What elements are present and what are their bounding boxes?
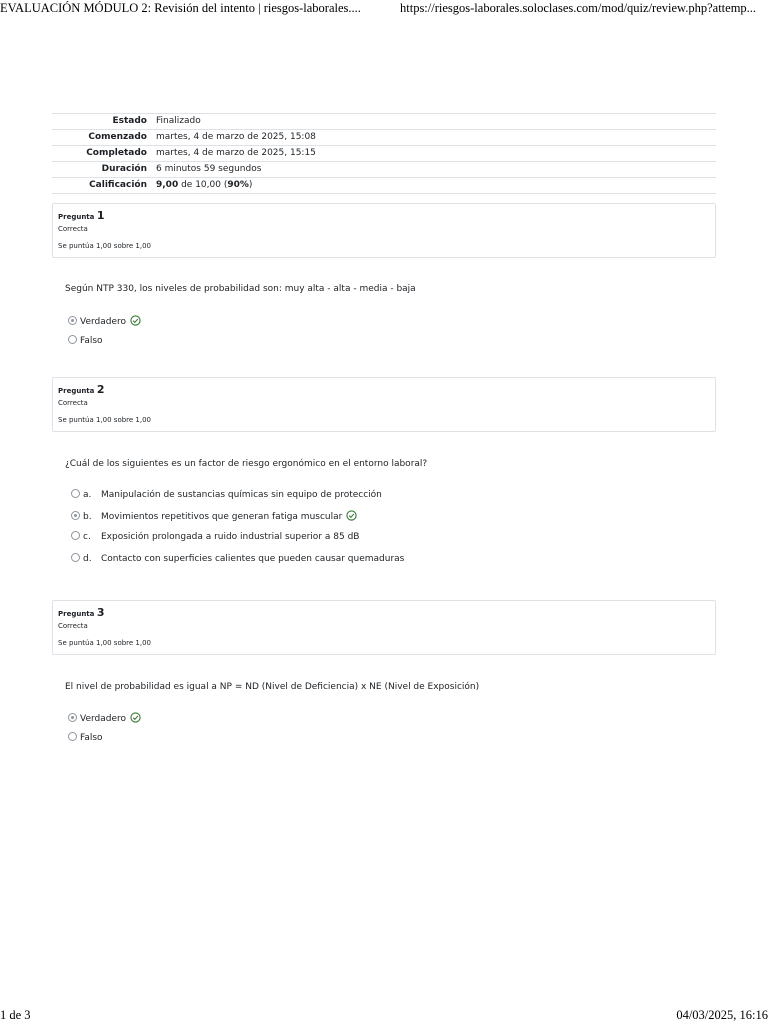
question-info-2 bbox=[52, 377, 716, 432]
answer-label: Verdadero bbox=[80, 317, 127, 327]
radio-icon[interactable] bbox=[71, 489, 80, 498]
attempt-summary-table bbox=[52, 113, 716, 194]
question-number bbox=[58, 383, 104, 396]
question-state: Correcta bbox=[58, 399, 88, 407]
grade-middle: de 10,00 ( bbox=[178, 180, 228, 190]
summary-value: martes, 4 de marzo de 2025, 15:08 bbox=[156, 130, 716, 146]
answer-letter: a. bbox=[83, 490, 92, 500]
question-label: Pregunta bbox=[58, 610, 95, 618]
question-number bbox=[58, 209, 104, 222]
summary-row-comenzado bbox=[52, 130, 716, 146]
answer-label: Falso bbox=[80, 733, 103, 743]
grade-end: ) bbox=[248, 180, 253, 190]
answer-label: Verdadero bbox=[80, 714, 127, 724]
answer-letter: d. bbox=[83, 554, 92, 564]
radio-icon[interactable] bbox=[68, 335, 77, 344]
page-title: EVALUACIÓN MÓDULO 2: Revisión del intento | riesgos-laborales.... bbox=[0, 1, 361, 15]
question-state: Correcta bbox=[58, 225, 88, 233]
grade-score: 9,00 bbox=[156, 180, 179, 190]
summary-label: Calificación bbox=[52, 178, 156, 194]
answer-label: Manipulación de sustancias químicas sin equipo de protección bbox=[101, 490, 382, 500]
grade-percent: 90% bbox=[227, 180, 249, 190]
page-counter: 1 de 3 bbox=[0, 1008, 31, 1022]
summary-row-completado bbox=[52, 146, 716, 162]
answer-letter: c. bbox=[83, 532, 91, 542]
summary-row-calificacion bbox=[52, 178, 716, 194]
question-info-3 bbox=[52, 600, 716, 655]
question-grade: Se puntúa 1,00 sobre 1,00 bbox=[58, 639, 152, 647]
summary-label: Completado bbox=[52, 146, 156, 162]
answer-option[interactable] bbox=[71, 553, 404, 565]
summary-value: 6 minutos 59 segundos bbox=[156, 162, 716, 178]
answer-option[interactable] bbox=[68, 335, 103, 347]
question-number bbox=[58, 606, 104, 619]
summary-value bbox=[156, 178, 716, 194]
check-circle-icon bbox=[130, 712, 141, 723]
question-label: Pregunta bbox=[58, 387, 95, 395]
radio-icon[interactable] bbox=[71, 511, 80, 520]
question-grade: Se puntúa 1,00 sobre 1,00 bbox=[58, 242, 152, 250]
question-label: Pregunta bbox=[58, 213, 95, 221]
answer-label: Exposición prolongada a ruido industrial superior a 85 dB bbox=[101, 532, 360, 542]
summary-value: Finalizado bbox=[156, 114, 716, 130]
print-footer bbox=[0, 1008, 768, 1024]
answer-label: Falso bbox=[80, 336, 103, 346]
answer-option[interactable] bbox=[71, 489, 382, 501]
answer-option[interactable] bbox=[68, 732, 103, 744]
print-datetime: 04/03/2025, 16:16 bbox=[676, 1008, 768, 1022]
summary-row-duracion bbox=[52, 162, 716, 178]
question-state: Correcta bbox=[58, 622, 88, 630]
summary-row-estado bbox=[52, 114, 716, 130]
question-number-value: 1 bbox=[96, 209, 105, 222]
answer-label: Contacto con superficies calientes que pueden causar quemaduras bbox=[101, 554, 405, 564]
page-url[interactable]: https://riesgos-laborales.soloclases.com/mod/quiz/review.php?attemp... bbox=[400, 1, 757, 15]
radio-icon[interactable] bbox=[68, 732, 77, 741]
print-header bbox=[0, 0, 768, 18]
question-text-1: Según NTP 330, los niveles de probabilidad son: muy alta - alta - media - baja bbox=[65, 284, 416, 294]
radio-icon[interactable] bbox=[71, 553, 80, 562]
radio-icon[interactable] bbox=[71, 531, 80, 540]
answer-option[interactable] bbox=[68, 712, 141, 724]
check-circle-icon bbox=[346, 510, 357, 521]
summary-label: Estado bbox=[52, 114, 156, 130]
question-number-value: 3 bbox=[96, 606, 105, 619]
radio-icon[interactable] bbox=[68, 713, 77, 722]
answer-option[interactable] bbox=[68, 315, 141, 327]
answer-label: Movimientos repetitivos que generan fatiga muscular bbox=[101, 512, 343, 522]
summary-label: Duración bbox=[52, 162, 156, 178]
question-grade: Se puntúa 1,00 sobre 1,00 bbox=[58, 416, 152, 424]
question-text-3: El nivel de probabilidad es igual a NP = ND (Nivel de Deficiencia) x NE (Nivel de Exposición) bbox=[65, 682, 480, 692]
summary-value: martes, 4 de marzo de 2025, 15:15 bbox=[156, 146, 716, 162]
summary-label: Comenzado bbox=[52, 130, 156, 146]
radio-icon[interactable] bbox=[68, 316, 77, 325]
answer-letter: b. bbox=[83, 512, 92, 522]
question-number-value: 2 bbox=[96, 383, 105, 396]
question-info-1 bbox=[52, 203, 716, 258]
answer-option[interactable] bbox=[71, 510, 357, 522]
answer-option[interactable] bbox=[71, 531, 359, 543]
question-text-2: ¿Cuál de los siguientes es un factor de riesgo ergonómico en el entorno laboral? bbox=[65, 459, 428, 469]
check-circle-icon bbox=[130, 315, 141, 326]
